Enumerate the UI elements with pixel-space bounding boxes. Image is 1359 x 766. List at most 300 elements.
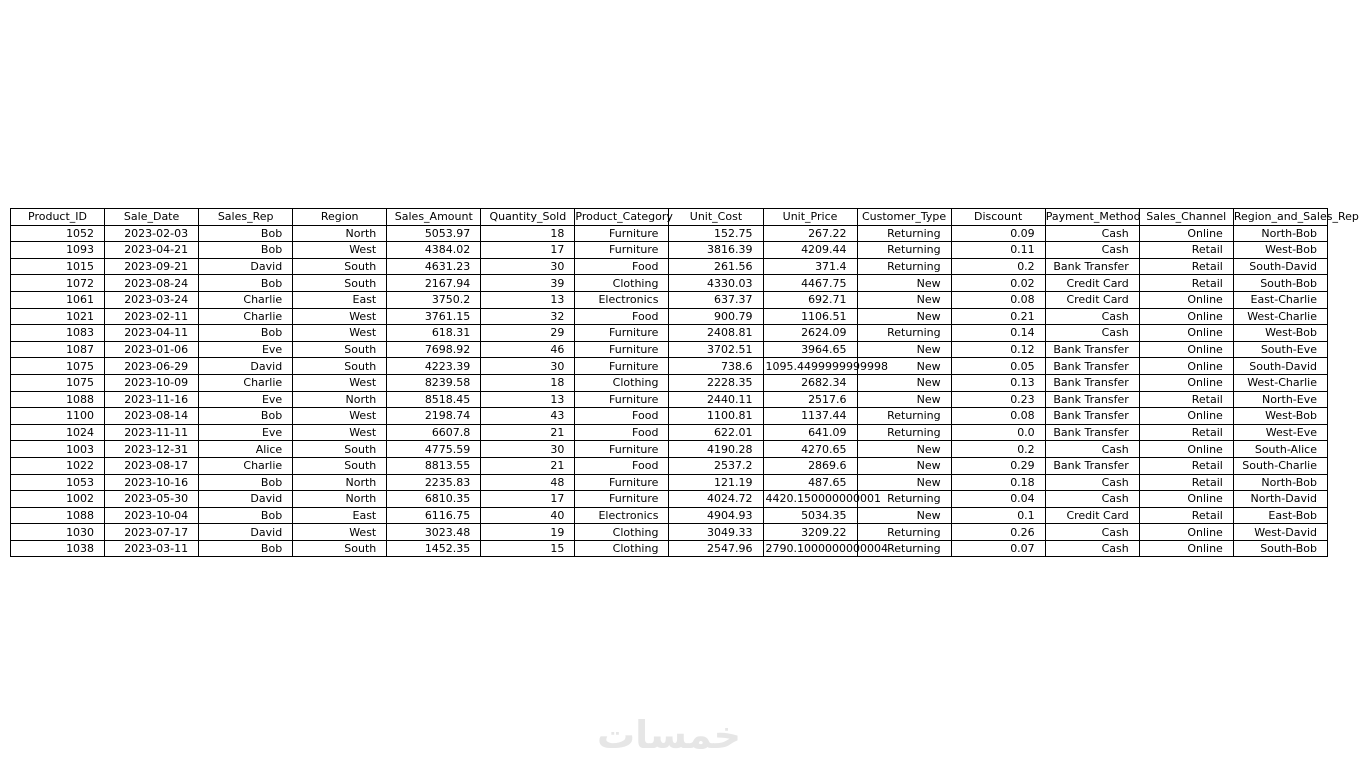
table-cell: 0.0 xyxy=(951,424,1045,441)
table-cell: South xyxy=(293,258,387,275)
table-cell: Food xyxy=(575,408,669,425)
table-cell: 39 xyxy=(481,275,575,292)
table-cell: 2023-07-17 xyxy=(105,524,199,541)
table-cell: Clothing xyxy=(575,540,669,557)
table-cell: 4420.150000000001 xyxy=(763,491,857,508)
table-cell: 692.71 xyxy=(763,291,857,308)
table-cell: 2023-02-03 xyxy=(105,225,199,242)
table-cell: 40 xyxy=(481,507,575,524)
table-row xyxy=(11,308,1328,325)
table-cell: 18 xyxy=(481,374,575,391)
table-cell: 30 xyxy=(481,358,575,375)
table-cell: Returning xyxy=(857,242,951,259)
table-cell: 5034.35 xyxy=(763,507,857,524)
table-cell: 2023-03-11 xyxy=(105,540,199,557)
table-cell: 2517.6 xyxy=(763,391,857,408)
table-cell: 3049.33 xyxy=(669,524,763,541)
table-cell: West xyxy=(293,408,387,425)
column-header: Payment_Method xyxy=(1045,210,1141,224)
table-cell: New xyxy=(857,275,951,292)
table-cell: 2023-06-29 xyxy=(105,358,199,375)
table-cell: North-Bob xyxy=(1233,474,1327,491)
table-cell: Charlie xyxy=(199,291,293,308)
table-cell: 1088 xyxy=(11,391,105,408)
table-cell: David xyxy=(199,358,293,375)
watermark-logo xyxy=(588,712,750,756)
table-cell: 0.11 xyxy=(951,242,1045,259)
table-cell: New xyxy=(857,457,951,474)
table-cell: South xyxy=(293,441,387,458)
table-cell: 4270.65 xyxy=(763,441,857,458)
table-cell: 1083 xyxy=(11,325,105,342)
table-cell: Electronics xyxy=(575,291,669,308)
table-cell: Credit Card xyxy=(1045,507,1139,524)
table-cell: 4775.59 xyxy=(387,441,481,458)
table-cell: 4024.72 xyxy=(669,491,763,508)
table-cell: 1137.44 xyxy=(763,408,857,425)
table-cell: 2023-11-11 xyxy=(105,424,199,441)
table-cell: 267.22 xyxy=(763,225,857,242)
table-cell: 19 xyxy=(481,524,575,541)
table-cell: Retail xyxy=(1139,275,1233,292)
table-cell: 3761.15 xyxy=(387,308,481,325)
table-row xyxy=(11,408,1328,425)
table-cell: 2023-01-06 xyxy=(105,341,199,358)
table-cell: Returning xyxy=(857,408,951,425)
table-cell: New xyxy=(857,391,951,408)
table-cell: 641.09 xyxy=(763,424,857,441)
table-row xyxy=(11,225,1328,242)
table-cell: New xyxy=(857,341,951,358)
table-cell: Online xyxy=(1139,491,1233,508)
table-cell: 1106.51 xyxy=(763,308,857,325)
table-cell: Bob xyxy=(199,242,293,259)
table-cell: South xyxy=(293,358,387,375)
table-cell: 0.18 xyxy=(951,474,1045,491)
table-cell: Bob xyxy=(199,408,293,425)
table-row xyxy=(11,507,1328,524)
table-cell: 618.31 xyxy=(387,325,481,342)
table-cell: 4467.75 xyxy=(763,275,857,292)
table-cell: Online xyxy=(1139,325,1233,342)
table-cell: Furniture xyxy=(575,491,669,508)
table-cell: Retail xyxy=(1139,424,1233,441)
table-cell: Bank Transfer xyxy=(1045,258,1139,275)
table-cell: Online xyxy=(1139,291,1233,308)
table-cell: 3023.48 xyxy=(387,524,481,541)
table-cell: 30 xyxy=(481,258,575,275)
table-cell: 1002 xyxy=(11,491,105,508)
table-cell: 0.21 xyxy=(951,308,1045,325)
table-cell: Clothing xyxy=(575,374,669,391)
table-cell: 2537.2 xyxy=(669,457,763,474)
table-cell: 4223.39 xyxy=(387,358,481,375)
table-cell: 2790.1000000000004 xyxy=(763,540,857,557)
table-cell: 17 xyxy=(481,491,575,508)
table-cell: 1100.81 xyxy=(669,408,763,425)
table-cell: Cash xyxy=(1045,524,1139,541)
table-cell: Retail xyxy=(1139,391,1233,408)
table-cell: Bob xyxy=(199,540,293,557)
table-cell: Food xyxy=(575,424,669,441)
table-cell: 3702.51 xyxy=(669,341,763,358)
table-cell: 2682.34 xyxy=(763,374,857,391)
table-cell: David xyxy=(199,491,293,508)
table-cell: West-Bob xyxy=(1233,242,1327,259)
column-header: Customer_Type xyxy=(857,209,951,226)
table-cell: 1038 xyxy=(11,540,105,557)
table-cell: South-Bob xyxy=(1233,540,1327,557)
table-cell: 2023-02-11 xyxy=(105,308,199,325)
table-cell: 0.05 xyxy=(951,358,1045,375)
column-header: Sales_Channel xyxy=(1139,209,1233,226)
table-cell: 2023-10-09 xyxy=(105,374,199,391)
table-cell: Retail xyxy=(1139,507,1233,524)
table-cell: 0.08 xyxy=(951,291,1045,308)
table-cell: 21 xyxy=(481,424,575,441)
table-cell: Cash xyxy=(1045,491,1139,508)
table-cell: Cash xyxy=(1045,225,1139,242)
table-cell: Electronics xyxy=(575,507,669,524)
table-cell: Furniture xyxy=(575,441,669,458)
table-cell: 4190.28 xyxy=(669,441,763,458)
table-cell: 0.08 xyxy=(951,408,1045,425)
column-header: Quantity_Sold xyxy=(481,209,575,226)
table-cell: 0.14 xyxy=(951,325,1045,342)
table-cell: 0.02 xyxy=(951,275,1045,292)
table-cell: Cash xyxy=(1045,325,1139,342)
table-cell: Clothing xyxy=(575,524,669,541)
table-cell: West xyxy=(293,325,387,342)
table-cell: 0.12 xyxy=(951,341,1045,358)
table-row xyxy=(11,491,1328,508)
table-cell: 4330.03 xyxy=(669,275,763,292)
table-cell: 4631.23 xyxy=(387,258,481,275)
table-cell: New xyxy=(857,474,951,491)
table-cell: 637.37 xyxy=(669,291,763,308)
data-table xyxy=(10,208,1359,557)
table-cell: 738.6 xyxy=(669,358,763,375)
table-cell: Cash xyxy=(1045,540,1139,557)
table-cell: 32 xyxy=(481,308,575,325)
column-header: Unit_Cost xyxy=(669,209,763,226)
column-header: Region_and_Sales_Rep xyxy=(1233,210,1359,224)
table-cell: Cash xyxy=(1045,441,1139,458)
table-cell: Credit Card xyxy=(1045,275,1139,292)
table-cell: Online xyxy=(1139,308,1233,325)
table-cell: Bank Transfer xyxy=(1045,374,1139,391)
table-cell: 2023-10-04 xyxy=(105,507,199,524)
table-cell: South xyxy=(293,457,387,474)
column-header: Discount xyxy=(951,209,1045,226)
table-cell: 0.07 xyxy=(951,540,1045,557)
table-cell: David xyxy=(199,524,293,541)
table-cell: South-Alice xyxy=(1233,441,1327,458)
table-cell: 1100 xyxy=(11,408,105,425)
table-body xyxy=(11,225,1328,557)
table-cell: 1052 xyxy=(11,225,105,242)
table-cell: 2869.6 xyxy=(763,457,857,474)
table-row xyxy=(11,242,1328,259)
table-cell: 8813.55 xyxy=(387,457,481,474)
table-cell: 2023-08-17 xyxy=(105,457,199,474)
table-cell: North xyxy=(293,491,387,508)
table-cell: 2023-05-30 xyxy=(105,491,199,508)
table-cell: Online xyxy=(1139,341,1233,358)
table-cell: Retail xyxy=(1139,474,1233,491)
table-cell: Charlie xyxy=(199,457,293,474)
table-cell: Bank Transfer xyxy=(1045,358,1139,375)
table-cell: Returning xyxy=(857,225,951,242)
table-row xyxy=(11,540,1328,557)
table-cell: Online xyxy=(1139,524,1233,541)
table-cell: 8239.58 xyxy=(387,374,481,391)
table-cell: 1093 xyxy=(11,242,105,259)
table-row xyxy=(11,275,1328,292)
table-cell: 1021 xyxy=(11,308,105,325)
table-row xyxy=(11,424,1328,441)
table-cell: 30 xyxy=(481,441,575,458)
table-cell: Cash xyxy=(1045,308,1139,325)
table-cell: 0.04 xyxy=(951,491,1045,508)
table-cell: Charlie xyxy=(199,308,293,325)
table-cell: Furniture xyxy=(575,358,669,375)
table-cell: 1024 xyxy=(11,424,105,441)
table-cell: Bank Transfer xyxy=(1045,457,1139,474)
table-row xyxy=(11,374,1328,391)
table-row xyxy=(11,341,1328,358)
table-cell: David xyxy=(199,258,293,275)
table-cell: New xyxy=(857,358,951,375)
table-cell: 17 xyxy=(481,242,575,259)
table-cell: South-Eve xyxy=(1233,341,1327,358)
table-cell: North-Bob xyxy=(1233,225,1327,242)
table-cell: South-David xyxy=(1233,258,1327,275)
table-cell: Online xyxy=(1139,374,1233,391)
table-cell: 487.65 xyxy=(763,474,857,491)
table-row xyxy=(11,258,1328,275)
table-cell: West xyxy=(293,308,387,325)
table-cell: North-David xyxy=(1233,491,1327,508)
table-row xyxy=(11,291,1328,308)
table-cell: 48 xyxy=(481,474,575,491)
table-cell: Eve xyxy=(199,391,293,408)
table-cell: 0.13 xyxy=(951,374,1045,391)
table-cell: 0.2 xyxy=(951,441,1045,458)
table-cell: Retail xyxy=(1139,457,1233,474)
table-cell: 2547.96 xyxy=(669,540,763,557)
table-cell: Online xyxy=(1139,225,1233,242)
table-cell: 1075 xyxy=(11,358,105,375)
table-cell: Retail xyxy=(1139,258,1233,275)
table-cell: 0.1 xyxy=(951,507,1045,524)
table-cell: 1452.35 xyxy=(387,540,481,557)
table-cell: 2408.81 xyxy=(669,325,763,342)
table-cell: Furniture xyxy=(575,225,669,242)
table-cell: 7698.92 xyxy=(387,341,481,358)
table-cell: East xyxy=(293,507,387,524)
table-row xyxy=(11,391,1328,408)
table-cell: 3816.39 xyxy=(669,242,763,259)
table-cell: 13 xyxy=(481,391,575,408)
table-cell: 261.56 xyxy=(669,258,763,275)
table-cell: 2624.09 xyxy=(763,325,857,342)
table-cell: Online xyxy=(1139,408,1233,425)
table-cell: Furniture xyxy=(575,325,669,342)
table-cell: 2023-12-31 xyxy=(105,441,199,458)
table-cell: West-Bob xyxy=(1233,325,1327,342)
table-cell: 13 xyxy=(481,291,575,308)
column-header: Product_Category xyxy=(575,210,673,224)
table-cell: 622.01 xyxy=(669,424,763,441)
table-cell: 46 xyxy=(481,341,575,358)
table-cell: Food xyxy=(575,258,669,275)
table-cell: 0.2 xyxy=(951,258,1045,275)
table-cell: 2023-11-16 xyxy=(105,391,199,408)
table-cell: 1022 xyxy=(11,457,105,474)
table-cell: Furniture xyxy=(575,391,669,408)
table-cell: 2023-10-16 xyxy=(105,474,199,491)
table-cell: 5053.97 xyxy=(387,225,481,242)
table-cell: 6116.75 xyxy=(387,507,481,524)
table-cell: 4209.44 xyxy=(763,242,857,259)
table-cell: New xyxy=(857,507,951,524)
table-cell: 0.29 xyxy=(951,457,1045,474)
table-cell: 371.4 xyxy=(763,258,857,275)
table-cell: Credit Card xyxy=(1045,291,1139,308)
table-cell: South xyxy=(293,341,387,358)
table-row xyxy=(11,524,1328,541)
table-header-row xyxy=(11,209,1328,226)
table-row xyxy=(11,358,1328,375)
table-cell: 1075 xyxy=(11,374,105,391)
table-cell: Bob xyxy=(199,474,293,491)
table-cell: 0.09 xyxy=(951,225,1045,242)
table-cell: Food xyxy=(575,308,669,325)
table-cell: West xyxy=(293,242,387,259)
table-cell: 2440.11 xyxy=(669,391,763,408)
table-cell: Retail xyxy=(1139,242,1233,259)
watermark-text: خمسات xyxy=(597,713,741,757)
table-cell: 2023-04-21 xyxy=(105,242,199,259)
table-cell: South xyxy=(293,540,387,557)
table-row xyxy=(11,474,1328,491)
table-cell: 1015 xyxy=(11,258,105,275)
table-cell: 152.75 xyxy=(669,225,763,242)
table-cell: East-Charlie xyxy=(1233,291,1327,308)
table-cell: Bob xyxy=(199,225,293,242)
table-cell: Alice xyxy=(199,441,293,458)
table-cell: Online xyxy=(1139,441,1233,458)
table-cell: 1072 xyxy=(11,275,105,292)
table-cell: West xyxy=(293,524,387,541)
table-cell: 43 xyxy=(481,408,575,425)
table-cell: 2023-03-24 xyxy=(105,291,199,308)
table-cell: Bob xyxy=(199,325,293,342)
table-cell: 6607.8 xyxy=(387,424,481,441)
table-cell: 29 xyxy=(481,325,575,342)
column-header: Sale_Date xyxy=(105,209,199,226)
table-cell: Clothing xyxy=(575,275,669,292)
table-row xyxy=(11,457,1328,474)
table-cell: Furniture xyxy=(575,474,669,491)
table-cell: 6810.35 xyxy=(387,491,481,508)
table-row xyxy=(11,325,1328,342)
table-cell: Bank Transfer xyxy=(1045,391,1139,408)
table-cell: Furniture xyxy=(575,341,669,358)
table-cell: 2198.74 xyxy=(387,408,481,425)
table-cell: East-Bob xyxy=(1233,507,1327,524)
table-cell: 2023-04-11 xyxy=(105,325,199,342)
table-cell: 1003 xyxy=(11,441,105,458)
table-cell: Bank Transfer xyxy=(1045,424,1139,441)
table-cell: East xyxy=(293,291,387,308)
table-cell: Cash xyxy=(1045,242,1139,259)
table-cell: South-Charlie xyxy=(1233,457,1327,474)
table-cell: 121.19 xyxy=(669,474,763,491)
table-cell: Returning xyxy=(857,524,951,541)
table-cell: Online xyxy=(1139,358,1233,375)
table-cell: North xyxy=(293,474,387,491)
table-cell: 1053 xyxy=(11,474,105,491)
table-cell: 1087 xyxy=(11,341,105,358)
table-cell: 2228.35 xyxy=(669,374,763,391)
table-cell: 3209.22 xyxy=(763,524,857,541)
table-cell: Bank Transfer xyxy=(1045,408,1139,425)
table-cell: North-Eve xyxy=(1233,391,1327,408)
column-header: Sales_Amount xyxy=(387,209,481,226)
table-cell: New xyxy=(857,308,951,325)
table-cell: 900.79 xyxy=(669,308,763,325)
table-cell: 2023-08-24 xyxy=(105,275,199,292)
table-cell: New xyxy=(857,374,951,391)
table-cell: West-David xyxy=(1233,524,1327,541)
table-cell: Bob xyxy=(199,507,293,524)
table-cell: Returning xyxy=(857,540,951,557)
table-row xyxy=(11,441,1328,458)
table-cell: 3750.2 xyxy=(387,291,481,308)
table-cell: 4384.02 xyxy=(387,242,481,259)
column-header: Sales_Rep xyxy=(199,209,293,226)
table-cell: Charlie xyxy=(199,374,293,391)
table-cell: 2235.83 xyxy=(387,474,481,491)
table-cell: 1030 xyxy=(11,524,105,541)
table-cell: 4904.93 xyxy=(669,507,763,524)
table-cell: Online xyxy=(1139,540,1233,557)
table-cell: 2023-08-14 xyxy=(105,408,199,425)
table-cell: Returning xyxy=(857,258,951,275)
table-cell: 3964.65 xyxy=(763,341,857,358)
table-cell: Bob xyxy=(199,275,293,292)
table-cell: Food xyxy=(575,457,669,474)
table-cell: North xyxy=(293,391,387,408)
table-cell: Eve xyxy=(199,424,293,441)
table-cell: Returning xyxy=(857,325,951,342)
table-cell: 21 xyxy=(481,457,575,474)
table-cell: West xyxy=(293,424,387,441)
table-cell: Cash xyxy=(1045,474,1139,491)
table-cell: West-Bob xyxy=(1233,408,1327,425)
table-cell: South-David xyxy=(1233,358,1327,375)
column-header: Region xyxy=(293,209,387,226)
table-cell: Bank Transfer xyxy=(1045,341,1139,358)
table-cell: Furniture xyxy=(575,242,669,259)
table-cell: North xyxy=(293,225,387,242)
table-cell: 1095.4499999999998 xyxy=(763,358,857,375)
table-cell: South-Bob xyxy=(1233,275,1327,292)
table-cell: New xyxy=(857,441,951,458)
table-cell: 0.23 xyxy=(951,391,1045,408)
